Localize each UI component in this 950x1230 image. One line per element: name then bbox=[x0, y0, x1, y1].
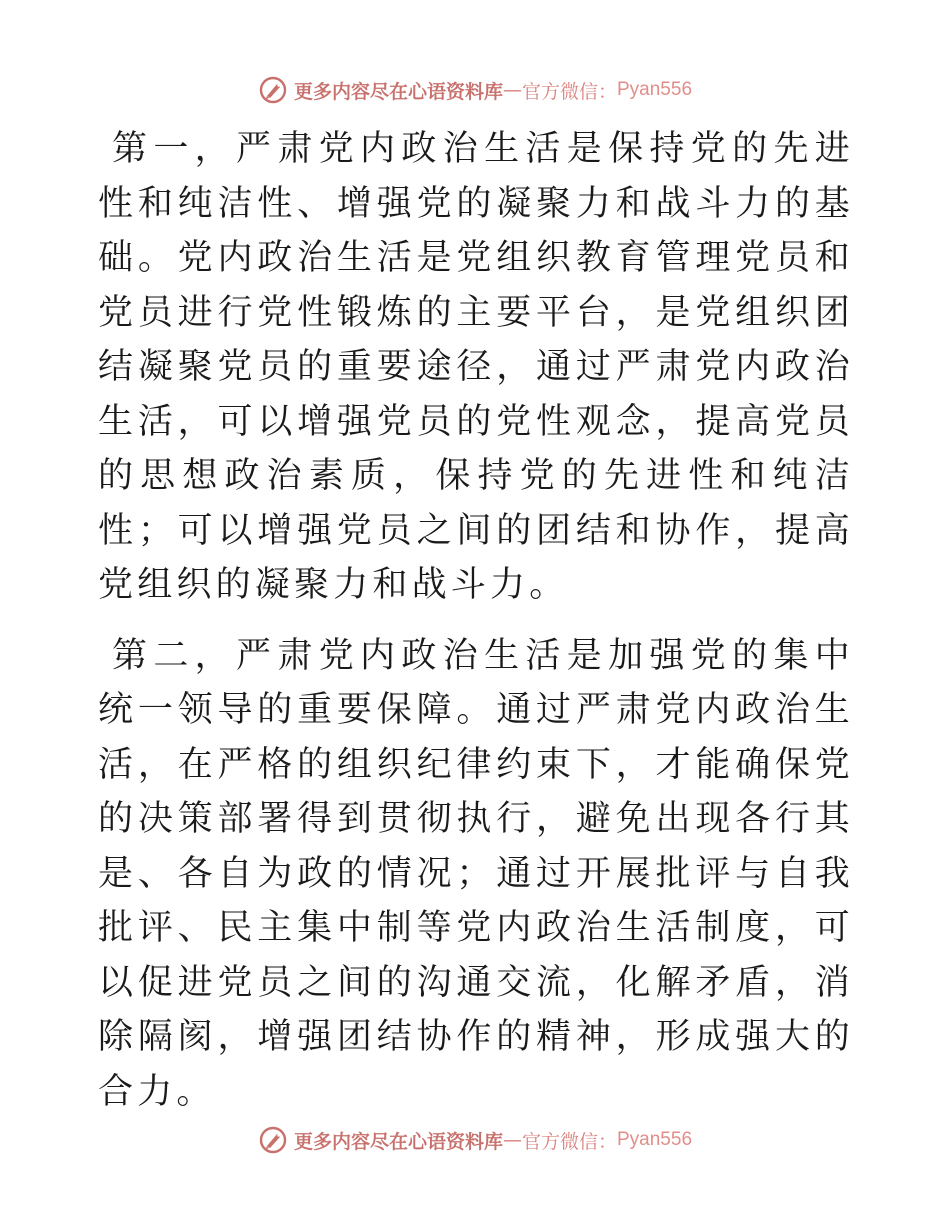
watermark-text bbox=[294, 1127, 692, 1154]
footer-watermark-banner bbox=[0, 1120, 950, 1160]
watermark-text bbox=[294, 77, 692, 104]
watermark-site-name: 更多内容尽在心语资料库 bbox=[293, 1130, 503, 1153]
pen-logo-icon bbox=[258, 75, 288, 105]
watermark-separator: — bbox=[502, 1129, 522, 1151]
watermark-wechat-id: Pyan556 bbox=[617, 79, 693, 100]
pen-logo-icon bbox=[258, 1125, 288, 1155]
watermark-wechat-id: Pyan556 bbox=[617, 1129, 693, 1150]
watermark-site-name: 更多内容尽在心语资料库 bbox=[293, 80, 503, 103]
watermark-wechat-label: 官方微信： bbox=[521, 80, 617, 103]
watermark-separator: — bbox=[502, 79, 522, 101]
watermark-wechat-label: 官方微信： bbox=[521, 1130, 617, 1153]
header-watermark-banner bbox=[0, 70, 950, 110]
paragraph-first: 第一，严肃党内政治生活是保持党的先进性和纯洁性、增强党的凝聚力和战斗力的基础。党内政治生活是党组织教育管理党员和党员进行党性锻炼的主要平台，是党组织团结凝聚党员的重要途径，通过严肃党内政治生活，可以增强党员的党性观念，提高党员的思想政治素质，保持党的先进性和纯洁性；可以增强党员之间的团结和协作，提高党组织的凝聚力和战斗力。 bbox=[98, 129, 854, 605]
paragraph-second: 第二，严肃党内政治生活是加强党的集中统一领导的重要保障。通过严肃党内政治生活，在严格的组织纪律约束下，才能确保党的决策部署得到贯彻执行，避免出现各行其是、各自为政的情况；通过开展批评与自我批评、民主集中制等党内政治生活制度，可以促进党员之间的沟通交流，化解矛盾，消除隔阂，增强团结协作的精神，形成强大的合力。 bbox=[98, 635, 854, 1112]
document-body bbox=[98, 122, 854, 1135]
